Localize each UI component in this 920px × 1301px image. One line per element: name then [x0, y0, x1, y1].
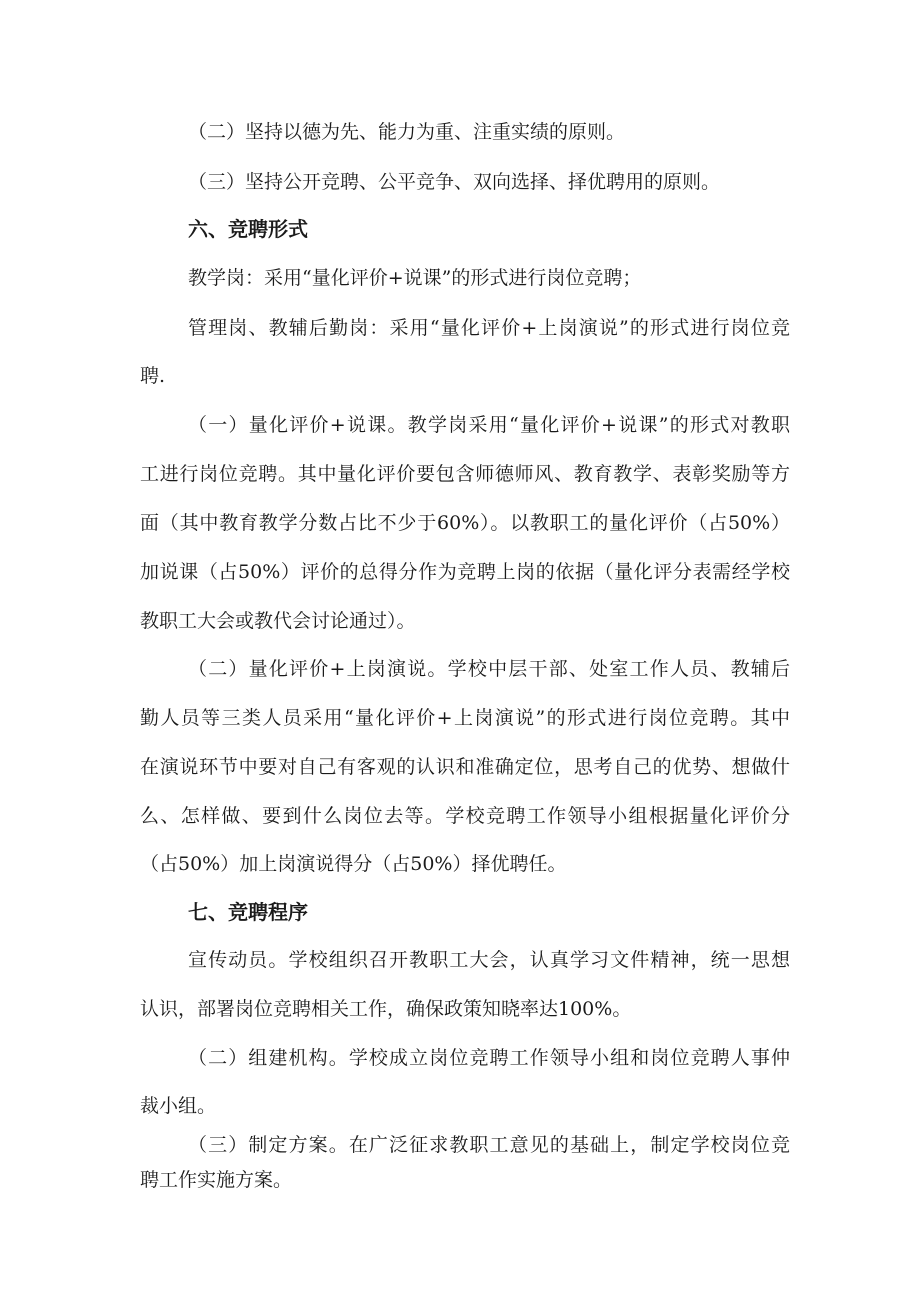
- item-2-line-4: 么、怎样做、要到什么岗位去等。学校竞聘工作领导小组根据量化评价分: [140, 805, 790, 827]
- step-1-line-2: 认识，部署岗位竞聘相关工作，确保政策知晓率达100%。: [140, 998, 632, 1020]
- item-1-line-3: 面（其中教育教学分数占比不少于60%）。以教职工的量化评价（占50%）: [140, 512, 790, 534]
- item-2-line-2: 勤人员等三类人员采用“量化评价+上岗演说”的形式进行岗位竞聘。其中: [140, 707, 790, 729]
- step-1-line-1: 宣传动员。学校组织召开教职工大会，认真学习文件精神，统一思想: [188, 949, 790, 971]
- principle-2: （二）坚持以德为先、能力为重、注重实绩的原则。: [188, 121, 626, 143]
- section-heading-6: 六、竞聘形式: [188, 217, 308, 241]
- step-2-line-1: （二）组建机构。学校成立岗位竞聘工作领导小组和岗位竞聘人事仲: [188, 1047, 790, 1069]
- item-2-line-1: （二）量化评价+上岗演说。学校中层干部、处室工作人员、教辅后: [188, 658, 790, 680]
- item-1-line-1: （一）量化评价+说课。教学岗采用“量化评价+说课”的形式对教职: [188, 414, 790, 436]
- paragraph-teaching-post: 教学岗：采用“量化评价+说课”的形式进行岗位竞聘；: [188, 267, 642, 289]
- item-1-line-5: 教职工大会或教代会讨论通过）。: [140, 610, 416, 632]
- item-2-line-3: 在演说环节中要对自己有客观的认识和准确定位，思考自己的优势、想做什: [140, 756, 790, 778]
- item-1-line-2: 工进行岗位竞聘。其中量化评价要包含师德师风、教育教学、表彰奖励等方: [140, 463, 790, 485]
- section-heading-7: 七、竞聘程序: [188, 900, 308, 924]
- step-3-line-2: 聘工作实施方案。: [140, 1169, 293, 1191]
- paragraph-management-post-line-1: 管理岗、教辅后勤岗：采用“量化评价+上岗演说”的形式进行岗位竞: [188, 317, 790, 339]
- paragraph-management-post-line-2: 聘.: [140, 365, 166, 387]
- item-2-line-5: （占50%）加上岗演说得分（占50%）择优聘任。: [140, 853, 567, 875]
- item-1-line-4: 加说课（占50%）评价的总得分作为竞聘上岗的依据（量化评分表需经学校: [140, 561, 790, 583]
- principle-3: （三）坚持公开竞聘、公平竞争、双向选择、择优聘用的原则。: [188, 171, 721, 193]
- step-2-line-2: 裁小组。: [140, 1095, 217, 1117]
- step-3-line-1: （三）制定方案。在广泛征求教职工意见的基础上，制定学校岗位竞: [188, 1134, 790, 1156]
